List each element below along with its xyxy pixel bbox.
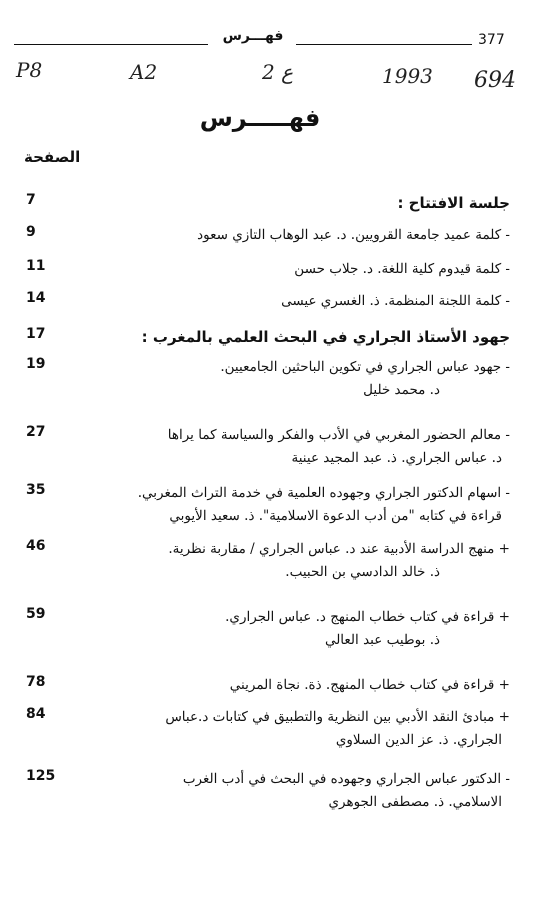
toc-entry-title [90, 706, 510, 752]
toc-entry-text: - جهود عباس الجراري في تكوين الباحثين الجامعيين. [220, 359, 510, 375]
toc-entry-author: ذ. بوطيب عبد العالي [324, 632, 440, 648]
toc-entry-text: + قراءة في كتاب خطاب المنهج د. عباس الجراري. [225, 609, 510, 625]
toc-entry-title [90, 768, 510, 814]
toc-section-heading [90, 192, 510, 215]
toc-page-number: 84 [26, 706, 46, 722]
toc-entry-text: - معالم الحضور المغربي في الأدب والفكر والسياسة كما يراها [167, 427, 510, 443]
toc-entry-text: + مبادئ النقد الأدبي بين النظرية والتطبيق في كتابات د.عباس [165, 709, 510, 725]
toc-entry-author: د. عباس الجراري. ذ. عبد المجيد عينية [291, 450, 502, 466]
header-rule-right [296, 44, 472, 45]
toc-entry-text: - كلمة قيدوم كلية اللغة. د. جلاب حسن [294, 261, 510, 277]
page-column-header: الصفحة [24, 148, 81, 166]
toc-entry-title [90, 424, 510, 470]
handwritten-note: 1993 [382, 64, 433, 88]
toc-page-number: 78 [26, 674, 46, 690]
handwritten-note: 694 [474, 68, 516, 93]
toc-entry-text: - كلمة اللجنة المنظمة. ذ. الغسري عيسى [281, 293, 510, 309]
toc-entry-title [90, 258, 510, 281]
toc-entry-text: - الدكتور عباس الجراري وجهوده في البحث في أدب الغرب [182, 771, 510, 787]
toc-page-number: 27 [26, 424, 46, 440]
toc-entry-author: الجراري. ذ. عز الدين السلاوي [335, 732, 502, 748]
toc-entry-title [90, 224, 510, 247]
running-title: فهـــرس [222, 28, 284, 44]
toc-page-number: 11 [26, 258, 46, 274]
toc-entry-text: جهود الأستاذ الجراري في البحث العلمي بالمغرب : [141, 328, 510, 346]
toc-entry-author: د. محمد خليل [363, 382, 440, 398]
running-header [0, 26, 538, 56]
toc-entry-title [90, 356, 510, 402]
toc-page-number: 35 [26, 482, 46, 498]
toc-entry-title [90, 538, 510, 584]
toc-page-number: 59 [26, 606, 46, 622]
toc-entry-title [90, 290, 510, 313]
toc-entry-title [90, 482, 510, 528]
handwritten-note: P8 [16, 58, 43, 82]
toc-page-number: 14 [26, 290, 46, 306]
toc-page-number: 7 [26, 192, 36, 208]
toc-entry-text: + قراءة في كتاب خطاب المنهج. ذة. نجاة المريني [229, 677, 510, 693]
toc-page-number: 46 [26, 538, 46, 554]
page-number: 377 [478, 32, 505, 48]
toc-entry-author: ذ. خالد الدادسي بن الحبيب. [285, 564, 440, 580]
toc-page-number: 19 [26, 356, 46, 372]
toc-section-heading [90, 326, 510, 349]
toc-entry-title [90, 606, 510, 652]
toc-entry-author: قراءة في كتابه "من أدب الدعوة الاسلامية". ذ. سعيد الأيوبي [169, 508, 502, 524]
toc-entry-text: جلسة الافتتاح : [397, 194, 510, 212]
toc-entry-author: الاسلامي. ذ. مصطفى الجوهري [328, 794, 502, 810]
toc-entry-text: - اسهام الدكتور الجراري وجهوده العلمية في خدمة التراث المغربي. [137, 485, 510, 501]
page-title: فهـــــرس [199, 104, 321, 132]
header-rule-left [14, 44, 208, 45]
handwritten-note: A2 [130, 60, 158, 84]
handwritten-note: ع 2 [262, 60, 294, 84]
toc-entry-text: + منهج الدراسة الأدبية عند د. عباس الجراري / مقاربة نظرية. [168, 541, 510, 557]
toc-page-number: 125 [26, 768, 56, 784]
toc-entry-title [90, 674, 510, 697]
toc-page-number: 17 [26, 326, 46, 342]
toc-entry-text: - كلمة عميد جامعة القرويين. د. عبد الوهاب التازي سعود [197, 227, 510, 243]
toc-page-number: 9 [26, 224, 36, 240]
